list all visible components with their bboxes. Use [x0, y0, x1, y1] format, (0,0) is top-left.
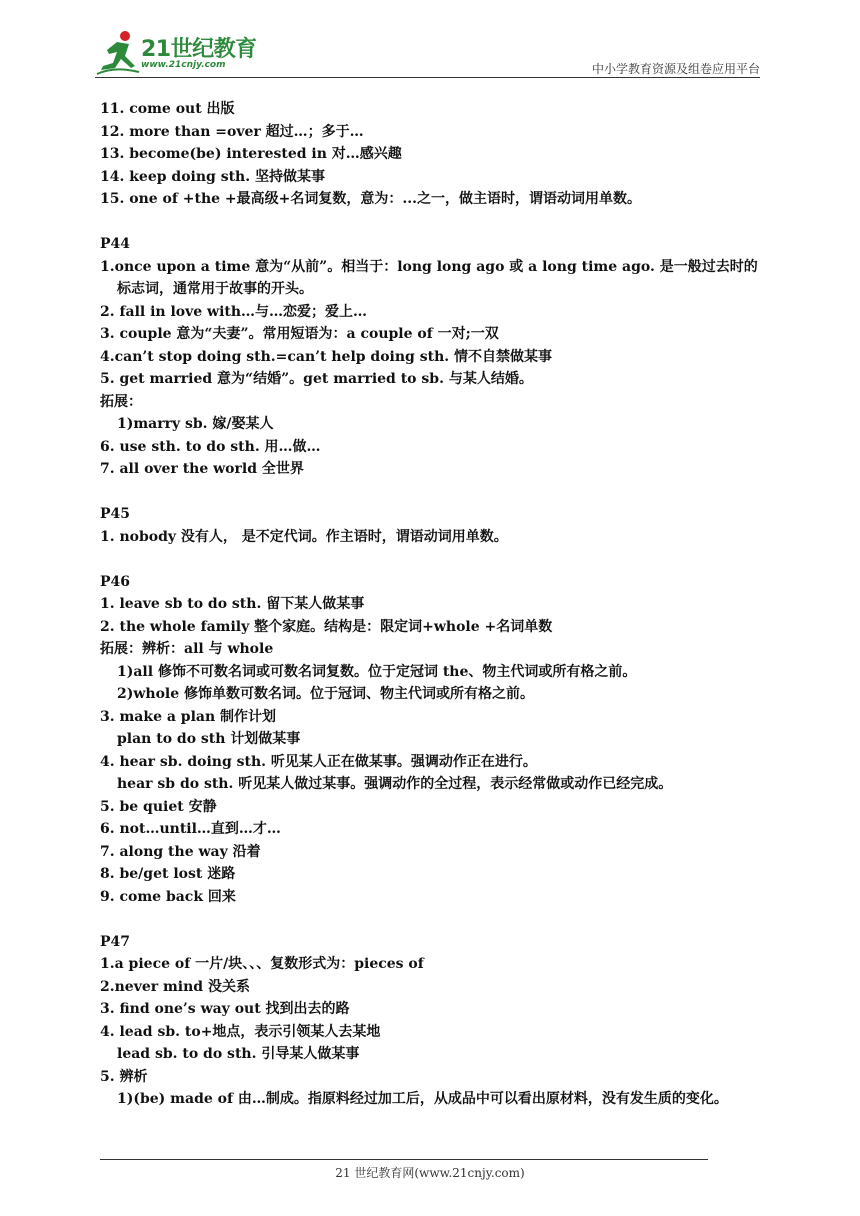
text-line: 1)marry sb. 嫁/娶某人	[117, 416, 274, 432]
text-line: hear sb do sth. 听见某人做过某事。强调动作的全过程，表示经常做或动作已经完成。	[117, 776, 673, 792]
blank-line	[100, 548, 765, 571]
blank-line	[100, 481, 765, 504]
text-line: 1.once upon a time 意为“从前”。相当于：long long ago 或 a long time ago. 是一般过去时的标志词，通常用于故事的开头。	[100, 258, 758, 297]
text-line: 1. nobody 没有人， 是不定代词。作主语时，谓语动词用单数。	[100, 528, 508, 545]
text-line: P45	[100, 506, 131, 522]
text-line: 11. come out 出版	[100, 101, 235, 117]
text-line: P46	[100, 573, 131, 590]
text-line: 6. use sth. to do sth. 用…做…	[100, 438, 321, 455]
platform-name: 中小学教育资源及组卷应用平台	[591, 62, 760, 76]
text-line: 3. couple 意为“夫妻”。常用短语为：a couple of 一对;一双	[100, 326, 499, 342]
text-line: lead sb. to do sth. 引导某人做某事	[117, 1046, 360, 1062]
text-line: 4. hear sb. doing sth. 听见某人正在做某事。强调动作正在进行。	[100, 753, 537, 770]
blank-line	[100, 908, 765, 931]
text-line: 2. the whole family 整个家庭。结构是：限定词+whole +名词单数	[100, 618, 553, 635]
logo-text: 21世纪教育	[141, 37, 257, 62]
document-body	[100, 98, 765, 1111]
text-line: 拓展：	[100, 393, 142, 410]
text-line: 4. lead sb. to+地点，表示引领某人去某地	[100, 1023, 381, 1040]
text-line: 7. along the way 沿着	[100, 843, 261, 860]
text-line: 3. find one’s way out 找到出去的路	[100, 1001, 350, 1017]
header-divider	[95, 77, 760, 78]
text-line: 3. make a plan 制作计划	[100, 708, 277, 725]
text-line: 2. fall in love with…与…恋爱；爱上…	[100, 303, 368, 320]
page-footer: 21 世纪教育网(www.21cnjy.com)	[335, 1166, 525, 1180]
text-line: 12. more than =over 超过…；多于…	[100, 123, 364, 140]
text-line: 9. come back 回来	[100, 888, 236, 905]
text-line: 2)whole 修饰单数可数名词。位于冠词、物主代词或所有格之前。	[117, 686, 535, 702]
text-line: 1)(be) made of 由…制成。指原料经过加工后，从成品中可以看出原材料，没有发生质的变化。	[117, 1091, 728, 1107]
text-line: 8. be/get lost 迷路	[100, 866, 236, 882]
footer-divider	[100, 1159, 708, 1160]
text-line: 1. leave sb to do sth. 留下某人做某事	[100, 596, 365, 612]
blank-line	[100, 211, 765, 234]
logo-url: www.21cnjy.com	[141, 60, 226, 70]
text-line: 1)all 修饰不可数名词或可数名词复数。位于定冠词 the、物主代词或所有格之前。	[117, 663, 637, 680]
text-line: P47	[100, 933, 131, 950]
runner-logo-icon	[95, 28, 141, 76]
text-line: P44	[100, 236, 131, 252]
logo	[95, 26, 265, 76]
text-line: 5. be quiet 安静	[100, 798, 217, 815]
text-line: 13. become(be) interested in 对…感兴趣	[100, 146, 402, 162]
text-line: 1.a piece of 一片/块、、、复数形式为：pieces of	[100, 956, 424, 972]
text-line: 14. keep doing sth. 坚持做某事	[100, 168, 325, 185]
text-line: 5. 辨析	[100, 1068, 148, 1085]
text-line: plan to do sth 计划做某事	[117, 731, 301, 747]
text-line: 15. one of +the +最高级+名词复数，意为：...之一，做主语时，谓语动词用单数。	[100, 191, 642, 207]
text-line: 拓展：辨析：all 与 whole	[100, 641, 274, 657]
page-header	[95, 26, 760, 78]
text-line: 5. get married 意为“结婚”。get married to sb. 与某人结婚。	[100, 371, 533, 387]
text-line: 2.never mind 没关系	[100, 978, 250, 995]
text-line: 7. all over the world 全世界	[100, 461, 304, 477]
text-line: 4.can’t stop doing sth.=can’t help doing sth. 情不自禁做某事	[100, 348, 552, 365]
text-line: 6. not…until…直到…才…	[100, 821, 281, 837]
